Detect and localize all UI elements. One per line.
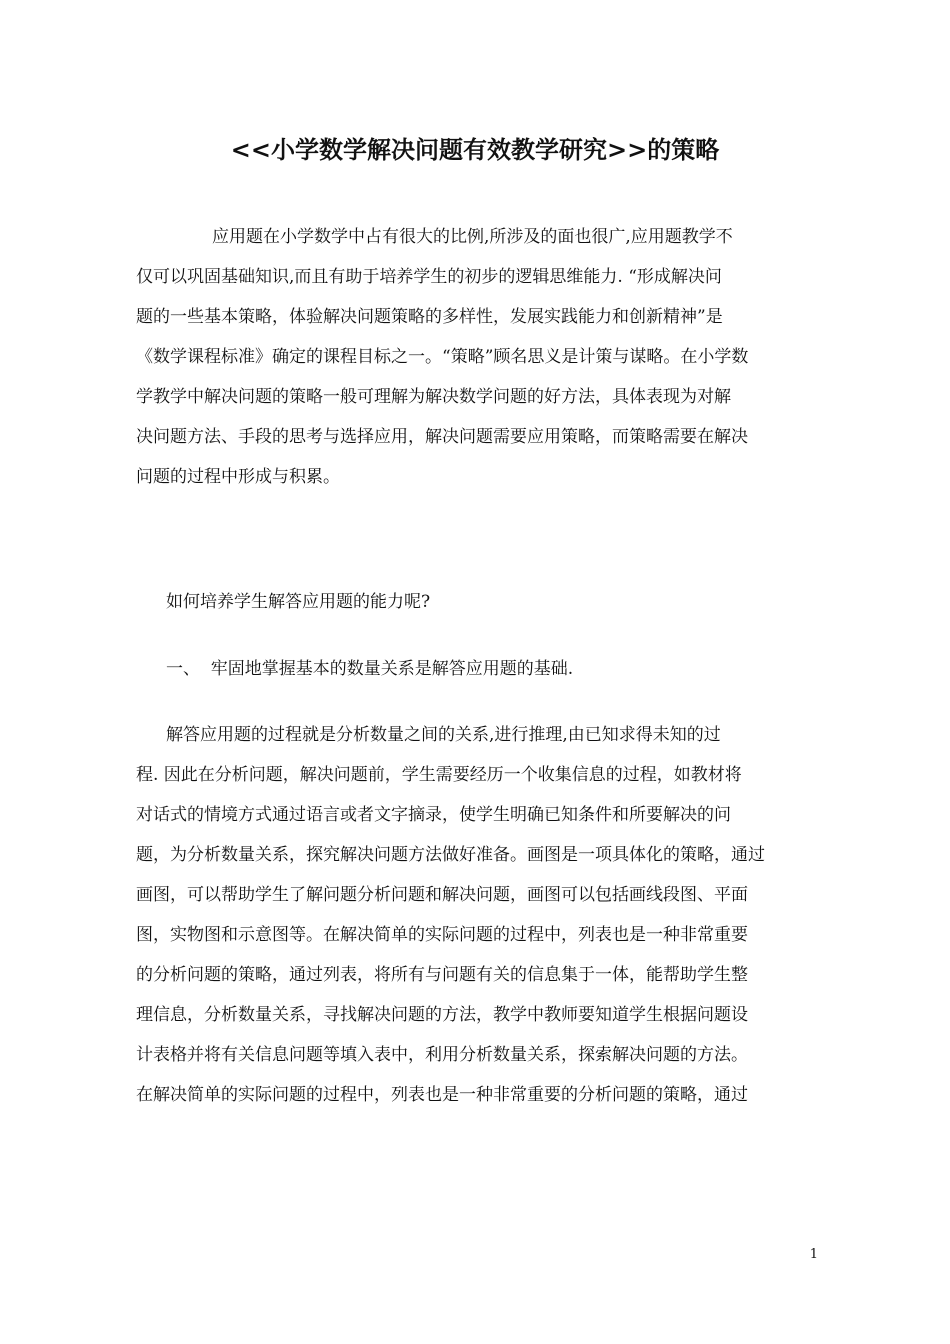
text-line: 的分析问题的策略，通过列表，将所有与问题有关的信息集于一体，能帮助学生整 xyxy=(136,965,748,985)
text-line: 决问题方法、手段的思考与选择应用，解决问题需要应用策略，而策略需要在解决 xyxy=(136,427,748,447)
text-line: 如何培养学生解答应用题的能力呢? xyxy=(166,592,431,612)
page-number: 1 xyxy=(809,1247,818,1262)
text-line: 问题的过程中形成与积累。 xyxy=(136,467,340,487)
section-heading xyxy=(136,649,816,689)
paragraph-question xyxy=(136,582,816,622)
text-line: 画图，可以帮助学生了解问题分析问题和解决问题，画图可以包括画线段图、平面 xyxy=(136,885,748,905)
text-line: 在解决简单的实际问题的过程中，列表也是一种非常重要的分析问题的策略，通过 xyxy=(136,1085,748,1105)
text-line: 理信息，分析数量关系，寻找解决问题的方法，教学中教师要知道学生根据问题设 xyxy=(136,1005,748,1025)
text-line: 《数学课程标准》确定的课程目标之一。“策略”顾名思义是计策与谋略。在小学数 xyxy=(136,347,749,367)
text-line: 解答应用题的过程就是分析数量之间的关系,进行推理,由已知求得未知的过 xyxy=(166,725,721,745)
text-line: 应用题在小学数学中占有很大的比例,所涉及的面也很广,应用题教学不 xyxy=(212,227,733,247)
page-title: <<小学数学解决问题有效教学研究>>的策略 xyxy=(230,135,720,164)
text-line: 题的一些基本策略，体验解决问题策略的多样性，发展实践能力和创新精神”是 xyxy=(136,307,723,327)
text-line: 图，实物图和示意图等。在解决简单的实际问题的过程中，列表也是一种非常重要 xyxy=(136,925,748,945)
text-line: 一、 牢固地掌握基本的数量关系是解答应用题的基础. xyxy=(166,659,574,679)
text-line: 计表格并将有关信息问题等填入表中，利用分析数量关系，探索解决问题的方法。 xyxy=(136,1045,748,1065)
text-line: 程. 因此在分析问题，解决问题前，学生需要经历一个收集信息的过程，如教材将 xyxy=(136,765,742,785)
text-line: 仅可以巩固基础知识,而且有助于培养学生的初步的逻辑思维能力. “形成解决问 xyxy=(136,267,722,287)
paragraph-body xyxy=(136,715,816,1115)
text-line: 题，为分析数量关系，探究解决问题方法做好准备。画图是一项具体化的策略，通过 xyxy=(136,845,765,865)
paragraph-intro xyxy=(136,217,816,497)
text-line: 学教学中解决问题的策略一般可理解为解决数学问题的好方法，具体表现为对解 xyxy=(136,387,731,407)
text-line: 对话式的情境方式通过语言或者文字摘录，使学生明确已知条件和所要解决的问 xyxy=(136,805,731,825)
